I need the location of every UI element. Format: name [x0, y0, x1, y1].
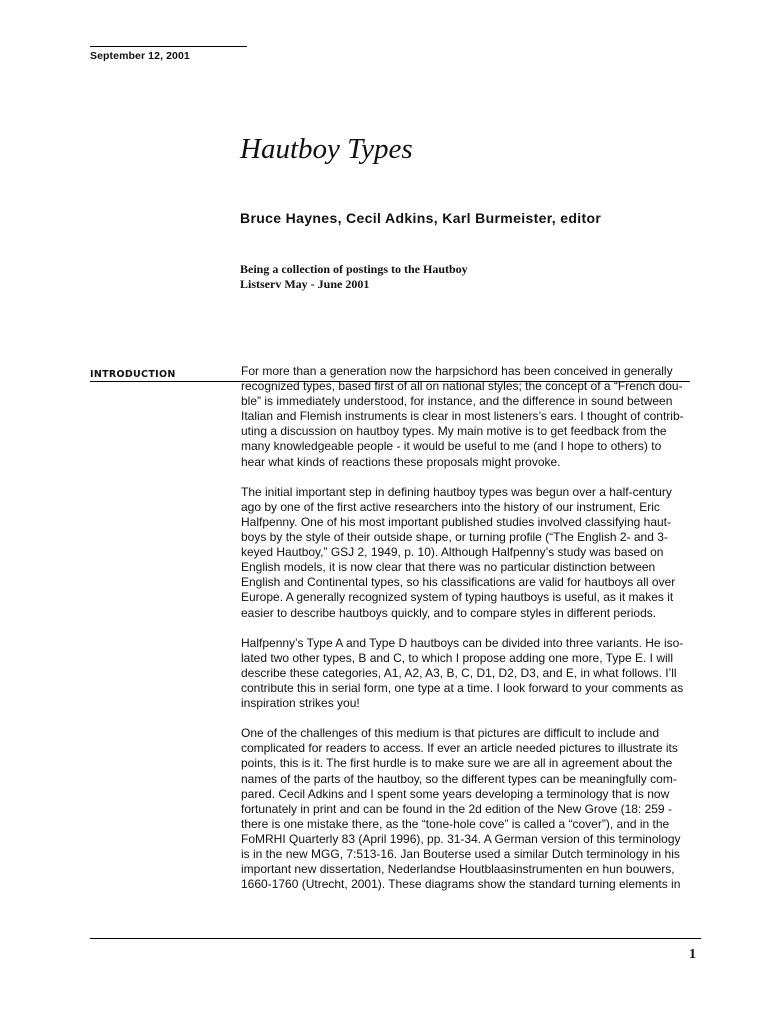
text-line: The initial important step in defining hautboy types was begun over a half-century: [241, 484, 672, 499]
text-line: contribute this in serial form, one type at a time. I look forward to your comments as: [241, 680, 684, 695]
text-line: hear what kinds of reactions these proposals might provoke.: [241, 454, 561, 469]
paragraph: [241, 364, 711, 470]
text-line: One of the challenges of this medium is that pictures are difficult to include and: [241, 726, 660, 741]
text-line: lated two other types, B and C, to which I propose adding one more, Type E. I will: [241, 650, 674, 665]
text-line: names of the parts of the hautboy, so the different types can be meaningfully com-: [241, 771, 677, 786]
text-line: points, this is it. The first hurdle is to make sure we are all in agreement about the: [241, 756, 673, 771]
body-text: [241, 364, 711, 907]
text-line: For more than a generation now the harpsichord has been conceived in generally: [241, 364, 673, 378]
text-line: important new dissertation, Nederlandse Houtblaasinstrumenten en hun bouwers,: [241, 862, 675, 877]
text-line: Halfpenny’s Type A and Type D hautboys can be divided into three variants. He iso-: [241, 635, 684, 650]
text-line: uting a discussion on hautboy types. My main motive is to get feedback from the: [241, 424, 667, 439]
paragraph: [241, 636, 711, 711]
text-line: boys by the style of their outside shape, or turning profile (“The English 2- and 3-: [241, 530, 668, 545]
text-line: English and Continental types, so his classifications are valid for hautboys all over: [241, 575, 676, 590]
paragraph: [241, 726, 711, 892]
text-line: 1660-1760 (Utrecht, 2001). These diagrams show the standard turning elements in: [241, 877, 681, 892]
page-number: 1: [689, 947, 696, 962]
text-line: many knowledgeable people - it would be useful to me (and I hope to others) to: [241, 439, 662, 454]
text-line: English models, it is now clear that there was no particular distinction between: [241, 560, 656, 575]
text-line: complicated for readers to access. If ever an article needed pictures to illustrate its: [241, 741, 678, 756]
header-rule: [90, 46, 247, 47]
header-date: September 12, 2001: [90, 50, 190, 62]
authors-line: Bruce Haynes, Cecil Adkins, Karl Burmeister, editor: [240, 210, 602, 226]
text-line: FoMRHI Quarterly 83 (April 1996), pp. 31-34. A German version of this terminology: [241, 831, 681, 846]
text-line: pared. Cecil Adkins and I spent some years developing a terminology that is now: [241, 786, 670, 801]
text-line: keyed Hautboy,” GSJ 2, 1949, p. 10). Although Halfpenny’s study was based on: [241, 545, 664, 560]
section-label: INTRODUCTION: [90, 369, 176, 380]
text-line: fortunately in print and can be found in the 2d edition of the New Grove (18: 259 -: [241, 801, 672, 816]
text-line: describe these categories, A1, A2, A3, B, C, D1, D2, D3, and E, in what follows. I’ll: [241, 665, 677, 680]
paragraph: [241, 485, 711, 621]
text-line: is in the new MGG, 7:513-16. Jan Bouterse used a similar Dutch terminology in his: [241, 847, 680, 861]
subtitle-line: Being a collection of postings to the Hautboy: [240, 262, 468, 276]
text-line: recognized types, based first of all on national styles; the concept of a “French dou-: [241, 379, 683, 394]
text-line: ble” is immediately understood, for instance, and the difference in sound between: [241, 394, 673, 409]
text-line: inspiration strikes you!: [241, 696, 360, 711]
text-line: Europe. A generally recognized system of typing hautboys is useful, as it makes it: [241, 590, 674, 605]
text-line: Italian and Flemish instruments is clear in most listeners’s ears. I thought of contrib-: [241, 409, 684, 424]
subtitle: [240, 262, 468, 292]
footer-rule: [90, 938, 701, 939]
text-line: Halfpenny. One of his most important published studies involved classifying haut-: [241, 514, 672, 529]
subtitle-line: Listserv May - June 2001: [240, 277, 370, 291]
text-line: there is one mistake there, as the “tone-hole cove” is called a “cover”), and in the: [241, 816, 670, 831]
text-line: easier to describe hautboys quickly, and to compare styles in different periods.: [241, 605, 657, 620]
document-title: Hautboy Types: [240, 133, 413, 165]
text-line: ago by one of the first active researchers into the history of our instrument, Eric: [241, 499, 660, 514]
